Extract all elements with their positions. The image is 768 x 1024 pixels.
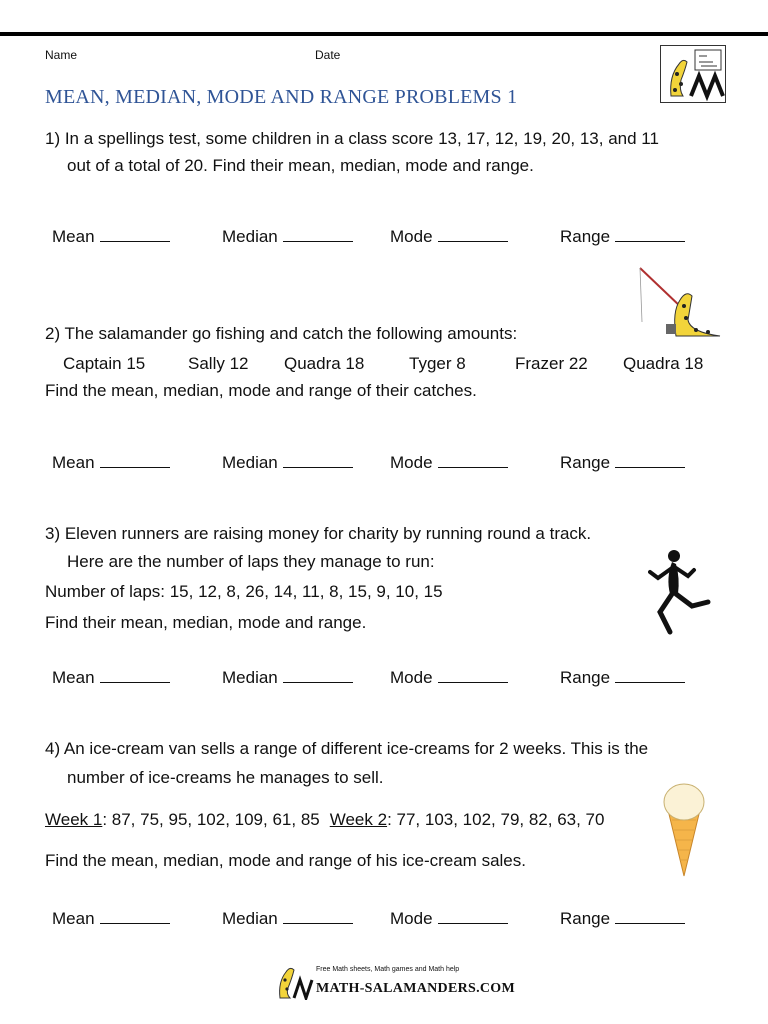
q2-mean-answer[interactable] xyxy=(52,453,170,473)
mode-label: Mode xyxy=(390,668,433,687)
q2-catch-3: Quadra 18 xyxy=(284,354,365,373)
q2-catch-2: Sally 12 xyxy=(188,354,249,373)
q1-line1: 1) In a spellings test, some children in a class score 13, 17, 12, 19, 20, 13, and 11 xyxy=(45,129,659,148)
answer-blank[interactable] xyxy=(283,227,353,242)
q4-line4: Find the mean, median, mode and range of his ice-cream sales. xyxy=(45,851,526,870)
range-label: Range xyxy=(560,668,611,687)
q4-week-values xyxy=(45,809,604,831)
q1-mode-answer[interactable] xyxy=(390,227,508,247)
q2-catch-5: Frazer 22 xyxy=(515,354,588,373)
median-label: Median xyxy=(222,453,278,472)
q3-median-answer[interactable] xyxy=(222,668,353,688)
q3-line4: Find their mean, median, mode and range. xyxy=(45,613,367,632)
q2-catch-6: Quadra 18 xyxy=(623,354,704,373)
top-rule xyxy=(0,32,768,36)
median-label: Median xyxy=(222,909,278,928)
answer-blank[interactable] xyxy=(438,668,508,683)
footer-salamander-icon xyxy=(274,962,314,1005)
answer-blank[interactable] xyxy=(615,227,685,242)
answer-blank[interactable] xyxy=(438,453,508,468)
mean-label: Mean xyxy=(52,909,95,928)
footer-site-link[interactable]: MATH-SALAMANDERS.COM xyxy=(316,981,516,996)
runner-icon xyxy=(648,548,712,643)
mode-label: Mode xyxy=(390,227,433,246)
q3-line2: Here are the number of laps they manage to run: xyxy=(67,552,435,571)
q4-mode-answer[interactable] xyxy=(390,909,508,929)
week2-label: Week 2 xyxy=(329,810,388,829)
q4-range-answer[interactable] xyxy=(560,909,685,929)
answer-blank[interactable] xyxy=(283,668,353,683)
q3-line1: 3) Eleven runners are raising money for charity by running round a track. xyxy=(45,524,592,543)
q2-mode-answer[interactable] xyxy=(390,453,508,473)
q2-median-answer[interactable] xyxy=(222,453,353,473)
q4-line2: number of ice-creams he manages to sell. xyxy=(67,768,384,787)
mean-label: Mean xyxy=(52,668,95,687)
q1-mean-answer[interactable] xyxy=(52,227,170,247)
footer-tagline: Free Math sheets, Math games and Math help xyxy=(316,966,460,973)
week1-values: : 87, 75, 95, 102, 109, 61, 85 xyxy=(102,810,320,829)
median-label: Median xyxy=(222,227,278,246)
q1-range-answer[interactable] xyxy=(560,227,685,247)
answer-blank[interactable] xyxy=(615,453,685,468)
answer-blank[interactable] xyxy=(438,909,508,924)
q2-line3: Find the mean, median, mode and range of their catches. xyxy=(45,381,477,400)
q3-mean-answer[interactable] xyxy=(52,668,170,688)
answer-blank[interactable] xyxy=(283,453,353,468)
answer-blank[interactable] xyxy=(615,668,685,683)
answer-blank[interactable] xyxy=(100,227,170,242)
date-label: Date xyxy=(315,48,341,62)
q2-range-answer[interactable] xyxy=(560,453,685,473)
q1-median-answer[interactable] xyxy=(222,227,353,247)
ice-cream-cone-icon xyxy=(660,780,708,883)
salamander-logo-icon xyxy=(660,45,726,103)
q2-catch-4: Tyger 8 xyxy=(409,354,466,373)
q3-mode-answer[interactable] xyxy=(390,668,508,688)
answer-blank[interactable] xyxy=(100,668,170,683)
median-label: Median xyxy=(222,668,278,687)
mean-label: Mean xyxy=(52,453,95,472)
mode-label: Mode xyxy=(390,453,433,472)
q3-range-answer[interactable] xyxy=(560,668,685,688)
range-label: Range xyxy=(560,227,611,246)
range-label: Range xyxy=(560,453,611,472)
page-title: MEAN, MEDIAN, MODE AND RANGE PROBLEMS 1 xyxy=(45,86,518,108)
name-label: Name xyxy=(45,48,78,62)
q2-line1: 2) The salamander go fishing and catch the following amounts: xyxy=(45,324,518,343)
answer-blank[interactable] xyxy=(615,909,685,924)
mode-label: Mode xyxy=(390,909,433,928)
week2-values: : 77, 103, 102, 79, 82, 63, 70 xyxy=(387,810,605,829)
q3-line3: Number of laps: 15, 12, 8, 26, 14, 11, 8, 15, 9, 10, 15 xyxy=(45,582,443,601)
answer-blank[interactable] xyxy=(438,227,508,242)
q4-line1: 4) An ice-cream van sells a range of different ice-creams for 2 weeks. This is the xyxy=(45,739,649,758)
mean-label: Mean xyxy=(52,227,95,246)
answer-blank[interactable] xyxy=(100,909,170,924)
answer-blank[interactable] xyxy=(283,909,353,924)
range-label: Range xyxy=(560,909,611,928)
answer-blank[interactable] xyxy=(100,453,170,468)
q1-line2: out of a total of 20. Find their mean, median, mode and range. xyxy=(67,156,534,175)
q2-catch-1: Captain 15 xyxy=(63,354,146,373)
fishing-salamander-icon xyxy=(636,262,726,347)
q4-mean-answer[interactable] xyxy=(52,909,170,929)
q4-median-answer[interactable] xyxy=(222,909,353,929)
week1-label: Week 1 xyxy=(45,810,103,829)
